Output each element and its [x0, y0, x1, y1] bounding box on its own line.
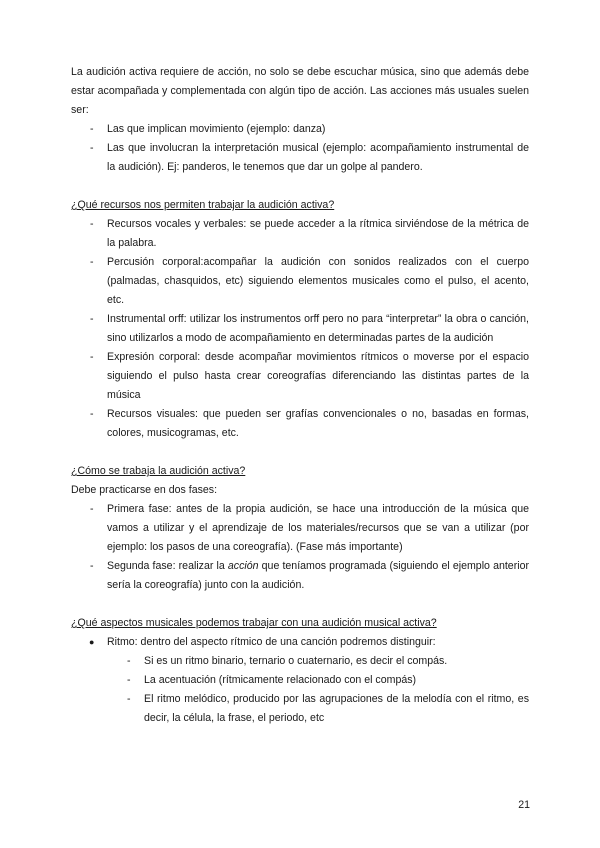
como-intro: Debe practicarse en dos fases: [71, 484, 218, 496]
list-item: - Expresión corporal: desde acompañar movimientos rítmicos o moverse por el espacio siguiendo el pulso hasta crear coreografías diferenciando las distintas partes de la música [71, 348, 529, 405]
dash-marker: - [90, 503, 94, 515]
section-heading-aspectos: ¿Qué aspectos musicales podemos trabajar con una audición musical activa? [71, 617, 437, 629]
dash-marker: - [90, 560, 94, 572]
list-item: - Recursos vocales y verbales: se puede acceder a la rítmica sirviéndose de la métrica de la palabra. [71, 215, 529, 253]
dash-marker: - [90, 123, 94, 135]
dash-marker: - [90, 408, 94, 420]
bullet-marker: ● [89, 637, 95, 647]
dash-marker: - [90, 351, 94, 363]
dash-marker: - [90, 218, 94, 230]
emphasis-accion: acción [227, 560, 259, 572]
list-item: - Instrumental orff: utilizar los instrumentos orff pero no para “interpretar” la obra o canción, sino utilizarlos a modo de acompañamiento en determinadas partes de la audición [71, 310, 529, 348]
dash-marker: - [127, 674, 131, 686]
list-item: - Las que implican movimiento (ejemplo: danza) [71, 120, 529, 139]
list-item: - Las que involucran la interpretación musical (ejemplo: acompañamiento instrumental de la audición). Ej: panderos, le tenemos que dar un golpe al pandero. [71, 139, 529, 177]
intro-paragraph: La audición activa requiere de acción, no solo se debe escuchar música, sino que además debe estar acompañada y complementada con algún tipo de acción. Las acciones más usuales suelen ser: [71, 66, 529, 116]
page-number: 21 [518, 799, 530, 811]
fases-list [71, 500, 529, 595]
list-item: - Primera fase: antes de la propia audición, se hace una introducción de la música que vamos a utilizar y el aprendizaje de los materiales/recursos que se van a utilizar (por ejemplo: los pasos de una coreografía). (Fase más importante) [71, 500, 529, 557]
dash-marker: - [90, 142, 94, 154]
dash-marker: - [90, 313, 94, 325]
intro-list [71, 120, 529, 177]
list-item: - Recursos visuales: que pueden ser grafías convencionales o no, basadas en formas, colores, musicogramas, etc. [71, 405, 529, 443]
dash-marker: - [127, 655, 131, 667]
dash-marker: - [90, 256, 94, 268]
section-heading-como: ¿Cómo se trabaja la audición activa? [71, 465, 246, 477]
dash-marker: - [127, 693, 131, 705]
list-item: - Percusión corporal:acompañar la audición con sonidos realizados con el cuerpo (palmadas, chasquidos, etc) siguiendo elementos musicales como el pulso, el acento, etc. [71, 253, 529, 310]
list-item: - Segunda fase: realizar la acción que teníamos programada (siguiendo el ejemplo anterior sería la coreografía) junto con la audición. [71, 557, 529, 595]
sub-list-item: - Si es un ritmo binario, ternario o cuaternario, es decir el compás. [71, 652, 529, 671]
recursos-list [71, 215, 529, 443]
sub-list-item: - La acentuación (rítmicamente relacionado con el compás) [71, 671, 529, 690]
aspectos-list [71, 633, 529, 728]
page-content [71, 63, 529, 728]
list-item: ● Ritmo: dentro del aspecto rítmico de una canción podremos distinguir: [71, 633, 529, 652]
sub-list-item: - El ritmo melódico, producido por las agrupaciones de la melodía con el ritmo, es decir, la célula, la frase, el periodo, etc [71, 690, 529, 728]
section-heading-recursos: ¿Qué recursos nos permiten trabajar la audición activa? [71, 199, 335, 211]
